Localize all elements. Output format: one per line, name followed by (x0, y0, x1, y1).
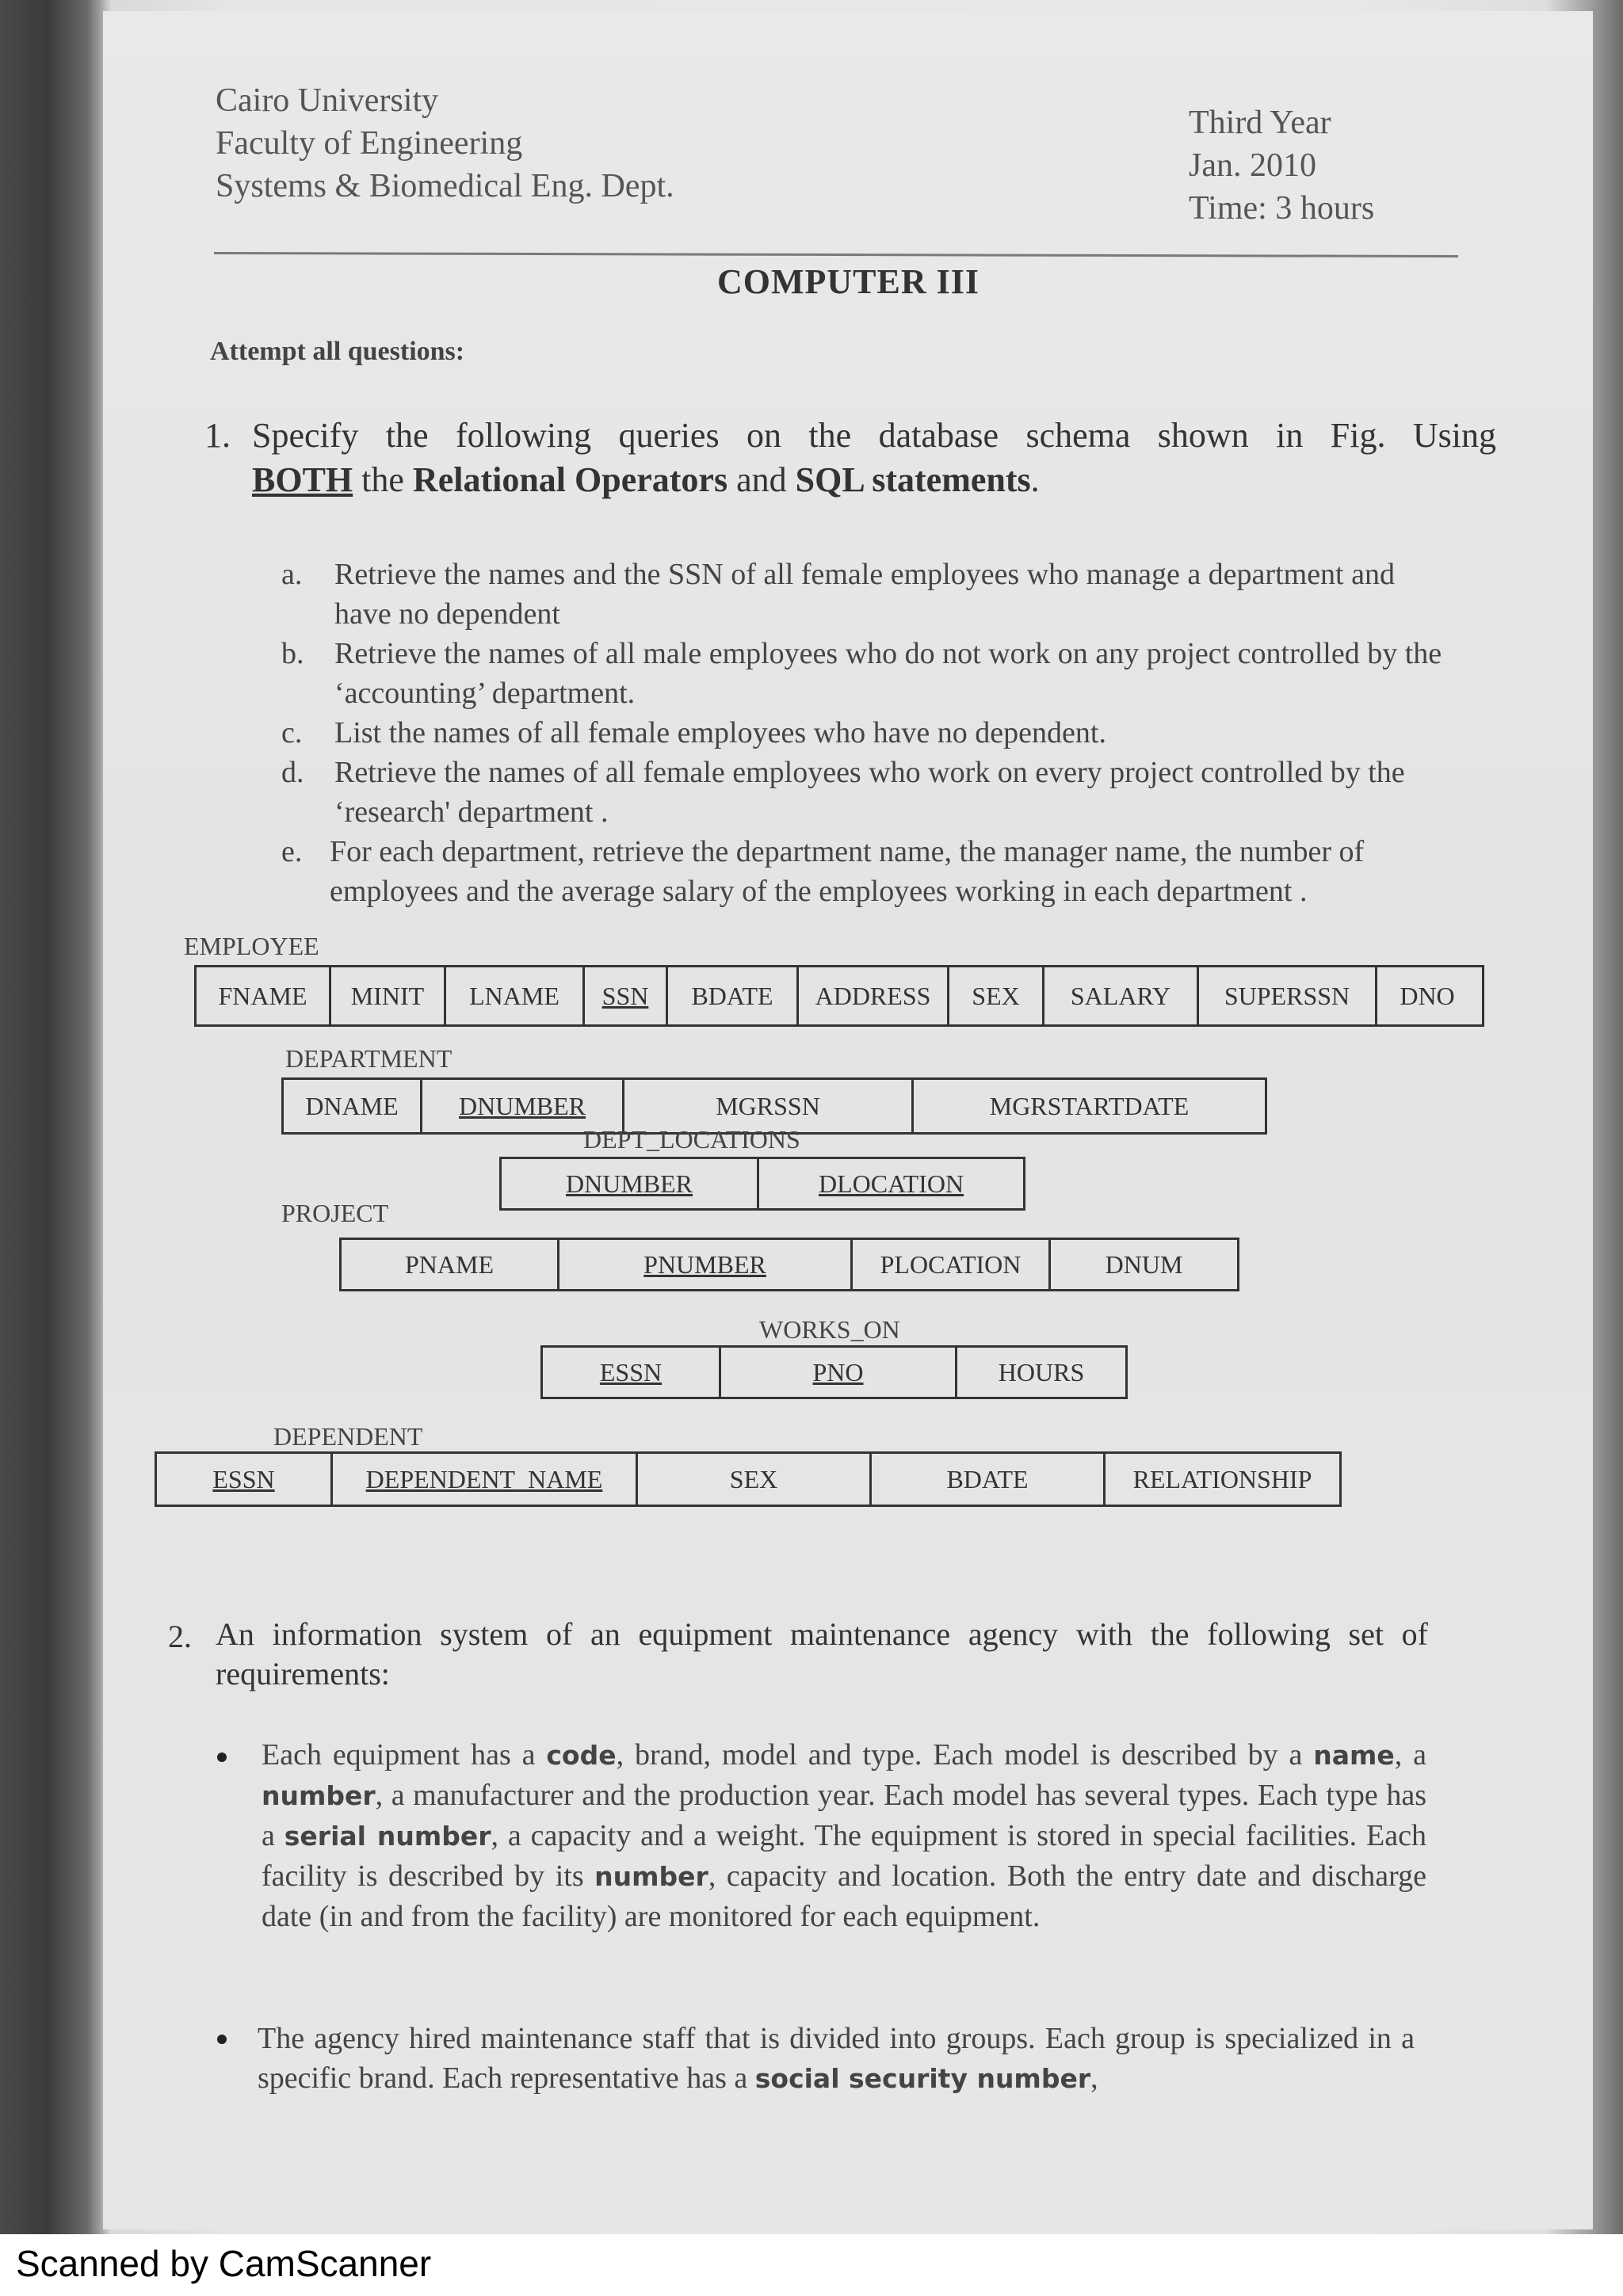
employee-col-sex: SEX (949, 967, 1044, 1024)
q1-relational-operators: Relational Operators (412, 460, 728, 499)
department-col-dname: DNAME (284, 1080, 422, 1132)
employee-col-fname: FNAME (197, 967, 331, 1024)
university-name: Cairo University (216, 82, 439, 119)
employee-label: EMPLOYEE (184, 932, 319, 960)
q1-number: 1. (204, 416, 231, 455)
q1c-text: List the names of all female employees who have no dependent. (334, 716, 1106, 749)
scanner-footer (0, 2234, 1623, 2296)
employee-col-address: ADDRESS (799, 967, 949, 1024)
dependent-col-relationship: RELATIONSHIP (1132, 1464, 1312, 1493)
term-name: name (1313, 1740, 1395, 1771)
exam-date: Jan. 2010 (1189, 147, 1316, 184)
term-social-security-number: social security number (754, 2063, 1091, 2094)
employee-col-dno: DNO (1400, 981, 1455, 1010)
employee-col-lname: LNAME (446, 967, 585, 1024)
bullet-1 (217, 1753, 227, 1762)
q2-bullet1: Each equipment has a code, brand, model and type. Each model is described by a name, a number, a manufacturer and the production year. Each model has several types. Each type has a serial number, a capacity and a weight. The equipment is stored in special facilities. Each facility is described by its number, capacity and location. Both the entry date and discharge date (in and from the facility) are monitored for each equipment. (262, 1738, 1427, 1933)
project-col-pnumber: PNUMBER (559, 1240, 853, 1289)
employee-col-bdate: BDATE (668, 967, 799, 1024)
term-number: number (262, 1780, 376, 1811)
q1b-letter: b. (281, 637, 304, 670)
department-col-mgrstartdate: MGRSTARTDATE (989, 1091, 1190, 1120)
project-label: PROJECT (281, 1199, 389, 1227)
department-label: DEPARTMENT (285, 1044, 453, 1073)
q1-text: Specify the following queries on the database schema shown in Fig. Using (252, 416, 1496, 455)
works-on-col-essn: ESSN (543, 1348, 721, 1397)
employee-col-minit: MINIT (331, 967, 446, 1024)
project-col-dnum: DNUM (1105, 1249, 1183, 1279)
q1a-letter: a. (281, 558, 303, 591)
dept-locations-label: DEPT_LOCATIONS (583, 1125, 800, 1154)
q1-and: and (736, 460, 787, 499)
exam-time: Time: 3 hours (1189, 190, 1375, 227)
department-col-mgrssn: MGRSSN (624, 1080, 914, 1132)
q1e-letter: e. (281, 835, 303, 868)
dept-locations-col-dnumber: DNUMBER (502, 1159, 759, 1208)
dept-locations-table (499, 1157, 1025, 1211)
q1-line1 (252, 414, 1496, 458)
q1-both: BOTH (252, 460, 353, 499)
q1d-letter: d. (281, 756, 304, 789)
term-code: code (546, 1740, 617, 1771)
scanner-watermark: Scanned by CamScanner (16, 2243, 432, 2284)
dept-locations-col-dlocation: DLOCATION (818, 1169, 964, 1198)
dependent-label: DEPENDENT (273, 1422, 423, 1451)
dependent-col-sex: SEX (638, 1454, 872, 1505)
exam-title: COMPUTER III (717, 262, 980, 301)
works-on-table (540, 1345, 1128, 1399)
works-on-col-hours: HOURS (998, 1357, 1085, 1386)
q1-period: . (1030, 460, 1040, 499)
department-name: Systems & Biomedical Eng. Dept. (216, 168, 674, 204)
q1d-text: Retrieve the names of all female employees who work on every project controlled by the ‘research' department . (334, 756, 1405, 829)
q1a-text: Retrieve the names and the SSN of all female employees who manage a department and have no dependent (334, 558, 1395, 631)
q2-number: 2. (168, 1619, 192, 1654)
department-col-dnumber: DNUMBER (422, 1080, 624, 1132)
project-col-plocation: PLOCATION (853, 1240, 1051, 1289)
q2-bullet2: The agency hired maintenance staff that is divided into groups. Each group is specialized in a specific brand. Each representative has a social security number, (258, 2022, 1415, 2095)
q1-the: the (361, 460, 404, 499)
term-serial-number: serial number (284, 1821, 491, 1852)
q1-line2 (252, 458, 1040, 502)
works-on-label: WORKS_ON (759, 1315, 900, 1344)
project-table (339, 1238, 1239, 1291)
instruction: Attempt all questions: (210, 337, 465, 366)
employee-table (194, 965, 1484, 1027)
employee-col-ssn: SSN (585, 967, 668, 1024)
works-on-col-pno: PNO (721, 1348, 957, 1397)
q1-sql-statements: SQL statements (795, 460, 1031, 499)
term-facility-number: number (594, 1861, 708, 1892)
q1b-text: Retrieve the names of all male employees who do not work on any project controlled by the ‘accounting’ department. (334, 637, 1442, 710)
dependent-col-bdate: BDATE (872, 1454, 1106, 1505)
dependent-table (155, 1451, 1342, 1507)
employee-col-superssn: SUPERSSN (1199, 967, 1377, 1024)
project-col-pname: PNAME (342, 1240, 559, 1289)
bullet-2 (217, 2035, 227, 2044)
dependent-col-dependent-name: DEPENDENT_NAME (333, 1454, 638, 1505)
employee-col-salary: SALARY (1044, 967, 1199, 1024)
dependent-col-essn: ESSN (157, 1454, 333, 1505)
faculty-name: Faculty of Engineering (216, 125, 523, 162)
q1e-text: For each department, retrieve the department name, the manager name, the number of employees and the average salary of the employees working in each department . (330, 835, 1365, 908)
q1c-letter: c. (281, 716, 303, 749)
q2-intro: An information system of an equipment maintenance agency with the following set of requirements: (216, 1616, 1428, 1691)
exam-year: Third Year (1189, 105, 1331, 141)
